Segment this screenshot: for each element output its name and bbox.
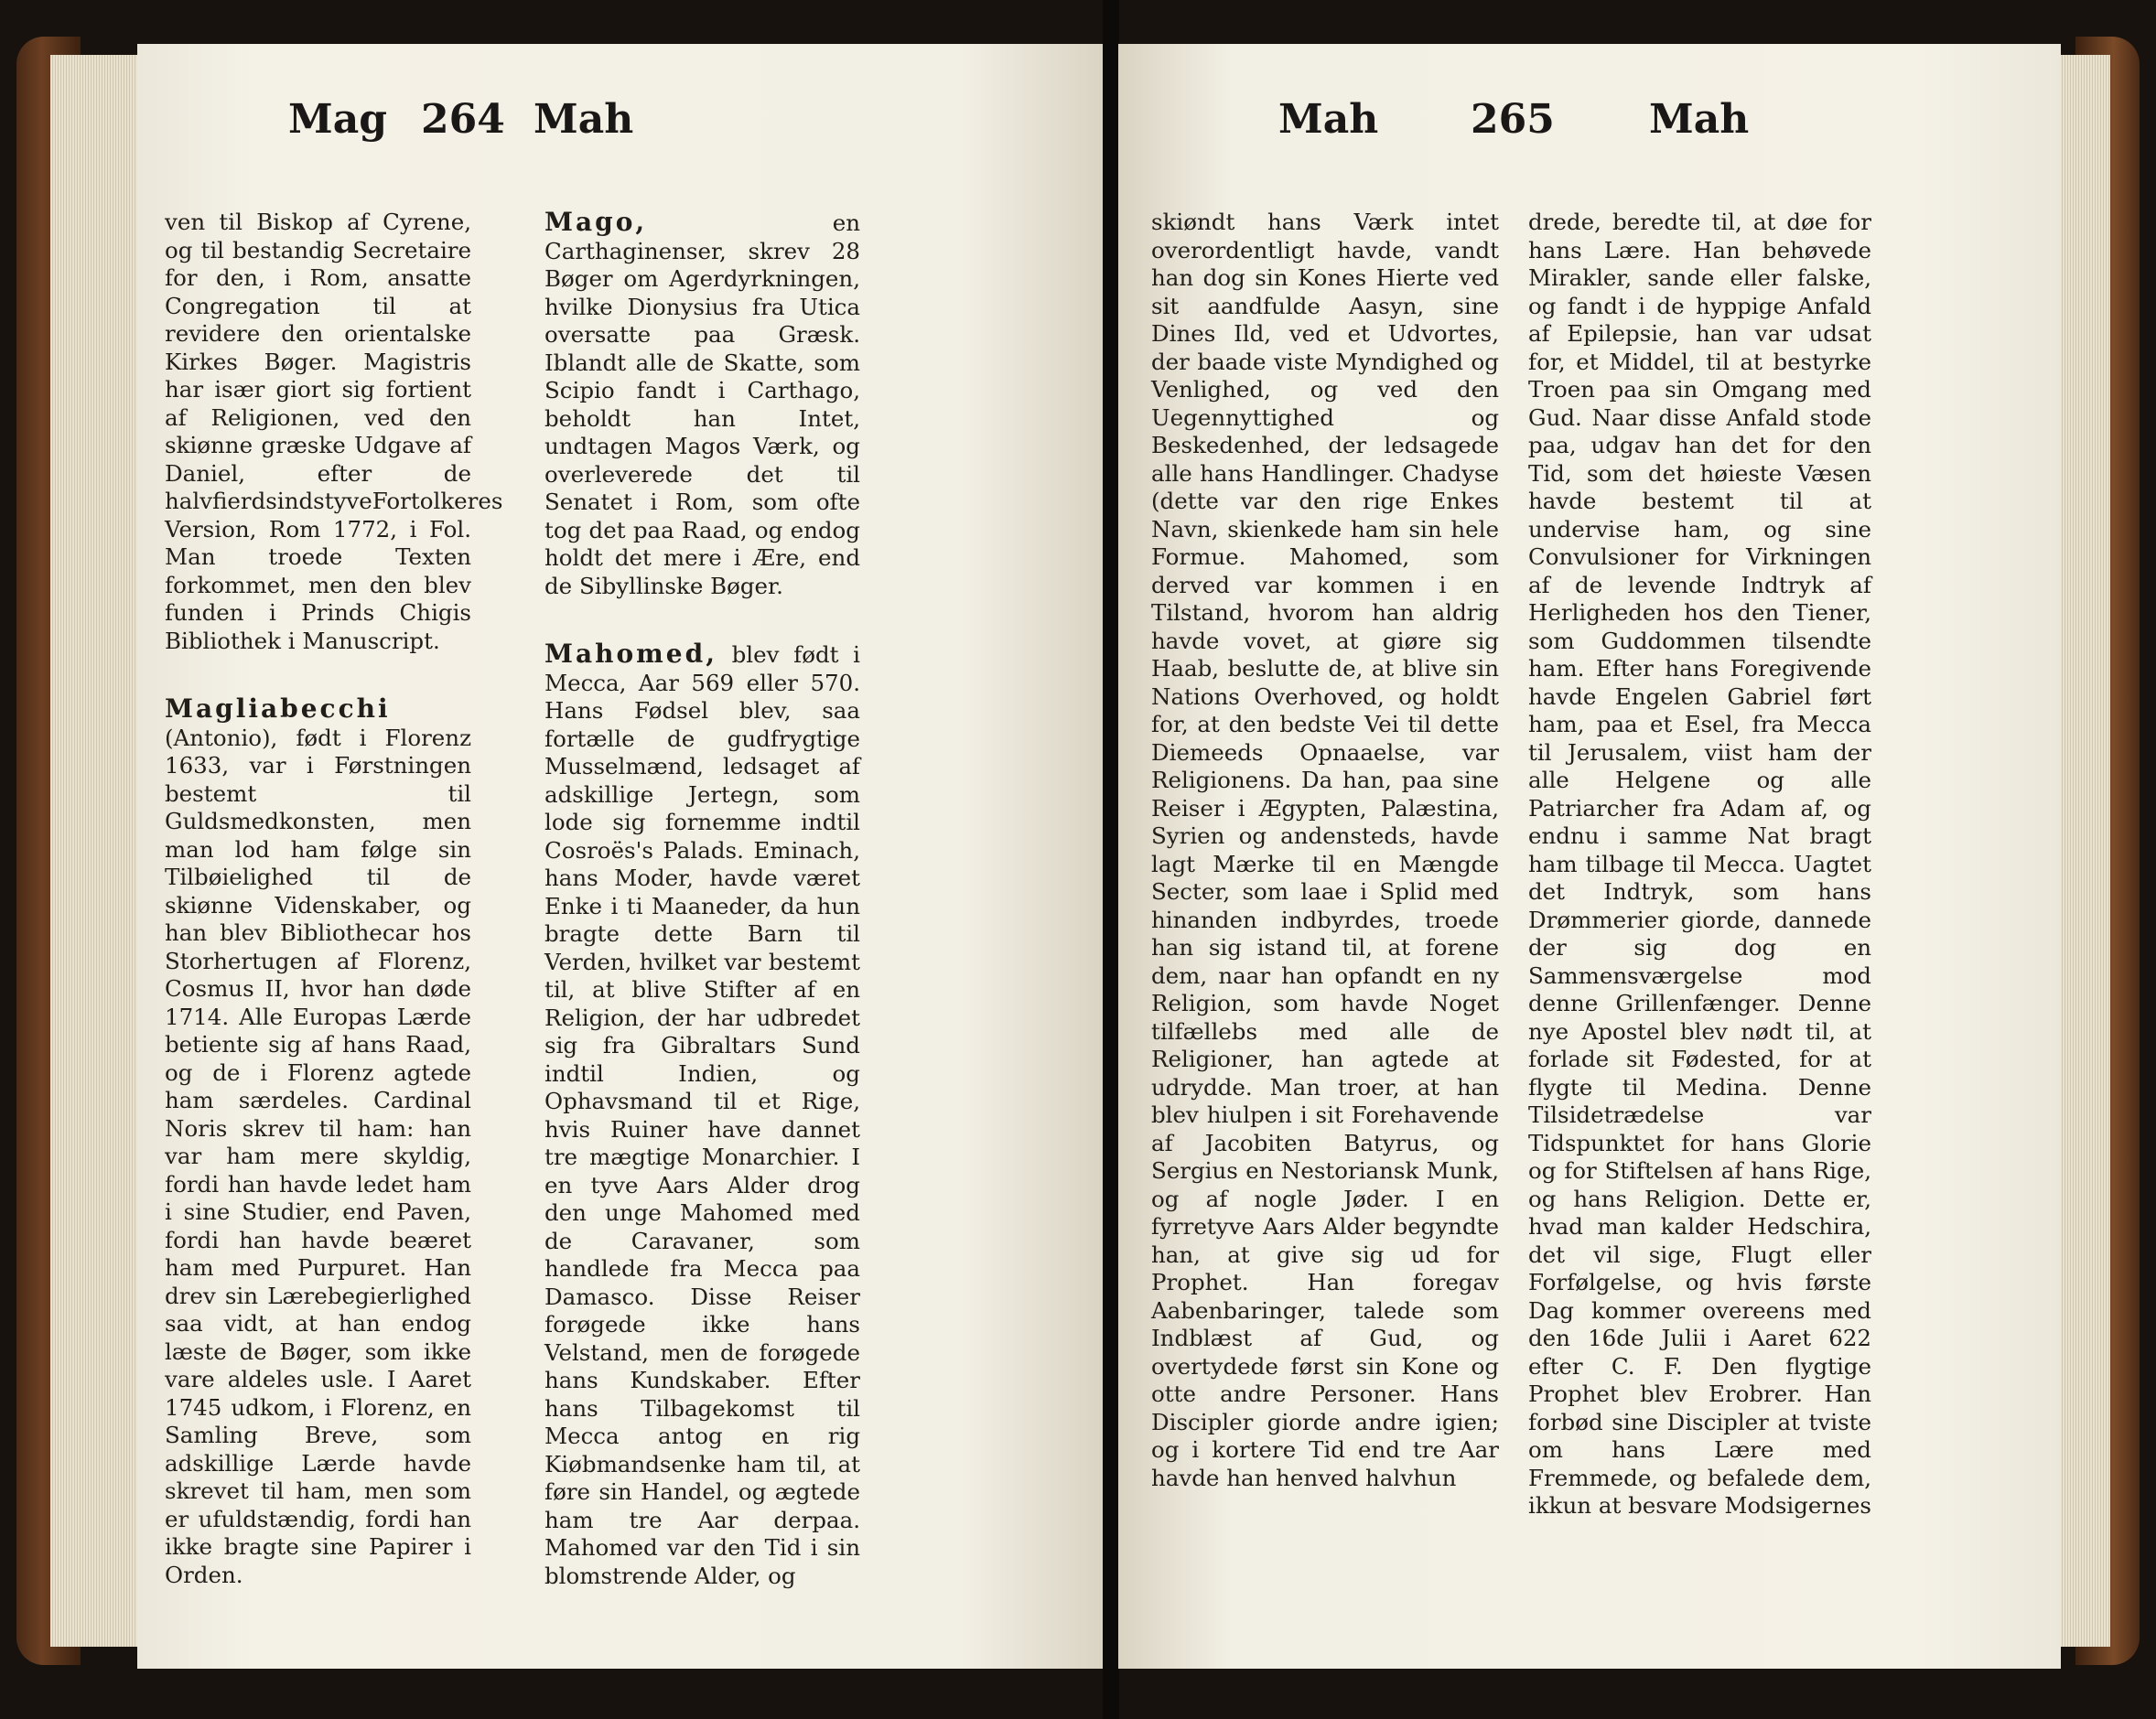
right-page-column-1 (1151, 209, 1499, 1505)
gutter-divider (1103, 0, 1119, 1719)
column-text: skiøndt hans Værk intet overordentligt havde, vandt han dog sin Kones Hierte ved sit aandfulde Aasyn, sine Dines Ild, ved et Udvortes, der baade viste Myndighed og Venlighed, og ved den Uegennyttighed og Beskedenhed, der ledsagede alle hans Handlinger. Chadyse (dette var den rige Enkes Navn, skienkede ham sin hele Formue. Mahomed, som derved var kommen i en Tilstand, hvorom han aldrig havde vovet, at giøre sig Haab, beslutte de, at blive sin Nations Overhoved, og holdt for, at den bedste Vei til dette Diemeeds Opnaaelse, var Religionens. Da han, paa sine Reiser i Ægypten, Palæstina, Syrien og andensteds, havde lagt Mærke til en Mængde Secter, som laae i Splid med hinanden indbyrdes, troede han sig istand til, at forene dem, naar han opfandt en ny Religion, som havde Noget tilfællebs med alle de Religioner, han agtede at udrydde. Man troer, at han blev hiulpen i sit Forehavende af Jacobiten Batyrus, og Sergius en Nestoriansk Munk, og af nogle Jøder. I en fyrretyve Aars Alder begyndte han, at give sig ud for Prophet. Han foregav Aabenbaringer, talede som Indblæst af Gud, og overtydede først sin Kone og otte andre Personer. Hans Discipler giorde andre igien; og i kortere Tid end tre Aar havde han henved halvhun (1151, 209, 1499, 1491)
entry-title: Mahomed, (544, 639, 717, 669)
entry-title: Mago, (544, 207, 648, 237)
right-page-column-2 (1528, 209, 1871, 1533)
entry-mago (544, 209, 860, 600)
left-running-head-left: Mag (288, 96, 387, 143)
entry-text: en Carthaginenser, skrev 28 Bøger om Agerdyrkningen, hvilke Dionysius fra Utica oversatte paa Græsk. Iblandt alle de Skatte, som Scipio fandt i Carthago, beholdt han Intet, undtagen Magos Værk, og overleverede det til Senatet i Rom, som ofte tog det paa Raad, og endog holdt det mere i Ære, end de Sibyllinske Bøger. (544, 210, 860, 599)
entry-magliabecchi (165, 695, 471, 1589)
left-page-column-2 (544, 209, 860, 1603)
right-page-number: 265 (1471, 96, 1555, 143)
column-text: ven til Biskop af Cyrene, og til bestandig Secretaire for den, i Rom, ansatte Congregation til at revidere den orientalske Kirkes Bøger. Magistris har især giort sig fortient af Religionen, ved den skiønne græske Udgave af Daniel, efter de halvfierdsindstyveFortolkeres Version, Rom 1772, i Fol. Man troede Texten forkommet, men den blev funden i Prinds Chigis Bibliothek i Manuscript. (165, 209, 503, 654)
left-running-head-right: Mah (534, 96, 634, 143)
right-running-head-right: Mah (1649, 96, 1750, 143)
right-running-head (1118, 96, 2061, 151)
left-running-head (0, 96, 1107, 151)
left-page-number: 264 (421, 96, 505, 143)
entry-title: Magliabecchi (165, 693, 391, 724)
entry-text: (Antonio), født i Florenz 1633, var i Førstningen bestemt til Guldsmedkonsten, men man lod ham følge sin Tilbøielighed til de skiønne Videnskaber, og han blev Bibliothecar hos Storhertugen af Florenz, Cosmus II, hvor han døde 1714. Alle Europas Lærde betiente sig af hans Raad, og de i Florenz agtede ham særdeles. Cardinal Noris skrev til ham: han var ham mere skyldig, fordi han havde ledet ham i sine Studier, end Paven, fordi han havde beæret ham med Purpuret. Han drev sin Lærebegierlighed saa vidt, at han endog læste de Bøger, som ikke vare aldeles usle. I Aaret 1745 udkom, i Florenz, en Samling Breve, som adskillige Lærde havde skrevet til ham, men som er ufuldstændig, fordi han ikke bragte sine Papirer i Orden. (165, 724, 471, 1588)
column-text: drede, beredte til, at døe for hans Lære. Han behøvede Mirakler, sande eller falske, og fandt i de hyppige Anfald af Epilepsie, han var udsat for, et Middel, til at bestyrke Troen paa sin Omgang med Gud. Naar disse Anfald stode paa, udgav han det for den Tid, som det høieste Væsen havde bestemt til at undervise ham, og sine Convulsioner for Virkningen af de levende Indtryk af Herligheden hos den Tiener, som Guddommen tilsendte ham. Efter hans Foregivende havde Engelen Gabriel ført ham, paa et Esel, fra Mecca til Jerusalem, viist ham der alle Helgene og alle Patriarcher fra Adam af, og endnu i samme Nat bragt ham tilbage til Mecca. Uagtet det Indtryk, som hans Drømmerier giorde, dannede der sig dog en Sammensværgelse mod denne Grillenfænger. Denne nye Apostel blev nødt til, at forlade sit Fødested, for at flygte til Medina. Denne Tilsidetrædelse var Tidspunktet for hans Glorie og for Stiftelsen af hans Rige, og hans Religion. Dette er, hvad man kalder Hedschira, det vil sige, Flugt eller Forfølgelse, og hvis første Dag kommer overeens med den 16de Julii i Aaret 622 efter C. F. Den flygtige Prophet blev Erobrer. Han forbød sine Discipler at tviste om hans Lære med Fremmede, og befalede dem, ikkun at besvare Modsigernes (1528, 209, 1871, 1519)
right-running-head-left: Mah (1278, 96, 1379, 143)
page-edges-left (50, 55, 151, 1647)
left-page-column-1 (165, 209, 503, 1602)
entry-mahomed (544, 640, 860, 1590)
entry-text: blev født i Mecca, Aar 569 eller 570. Hans Fødsel blev, saa fortælle de gudfrygtige Musselmænd, ledsaget af adskillige Jertegn, som lode sig fornemme indtil Cosroës's Palads. Eminach, hans Moder, havde været Enke i ti Maaneder, da hun bragte dette Barn til Verden, hvilket var bestemt til, at blive Stifter af en Religion, der har udbredet sig fra Gibraltars Sund indtil Indien, og Ophavsmand til et Rige, hvis Ruiner have dannet tre mægtige Monarchier. I en tyve Aars Alder drog den unge Mahomed med de Caravaner, som handlede fra Mecca paa Damasco. Disse Reiser forøgede ikke hans Velstand, men de forøgede hans Kundskaber. Efter hans Tilbagekomst til Mecca antog en rig Kiøbmandsenke ham til, at føre sin Handel, og ægtede ham tre Aar derpaa. Mahomed var den Tid i sin blomstrende Alder, og (544, 641, 860, 1589)
